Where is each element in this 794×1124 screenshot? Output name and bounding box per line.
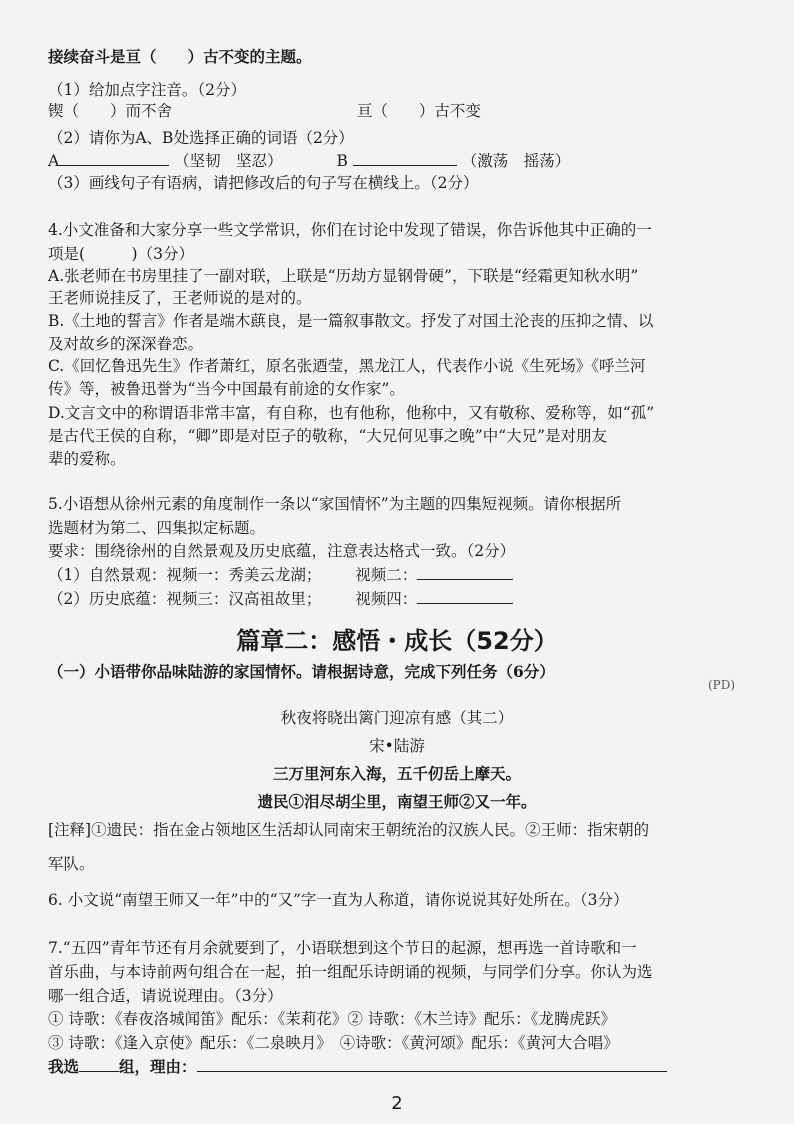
q7-answer-line (48, 1054, 758, 1079)
q3-2-b-options: （激荡 摇荡） (461, 152, 571, 170)
q4-option-d-2: 是古代王侯的自称，“卿”即是对臣子的敬称，“大兄何见事之晚”中“大兄”是对朋友 (48, 427, 608, 445)
q5-row-1-right: 视频二： (355, 566, 418, 584)
q4-option-a-1: A.张老师在书房里挂了一副对联，上联是“历劫方显钢骨硬”，下联是“经霜更知秋水明” (48, 267, 639, 285)
annotation-line-2: 军队。 (48, 855, 95, 873)
q5-video2-blank[interactable] (417, 562, 513, 580)
q6-stem: 6. 小文说“南望王师又一年”中的“又”字一直为人称道，请你说说其好处所在。（3分） (48, 891, 629, 909)
poem-title: 秋夜将晓出篱门迎凉有感（其二） (280, 709, 514, 727)
q3-2-options (48, 148, 758, 173)
q3-1-items (48, 99, 758, 123)
annotation-line-1: [注释]①遗民：指在金占领地区生活却认同南宋王朝统治的汉族人民。②王师：指宋朝的 (48, 821, 650, 839)
q3-2-b-letter: B (336, 152, 348, 170)
q5-row-2-right: 视频四： (355, 590, 418, 608)
q3-1-item-a: 锲（ ）而不舍 (48, 102, 173, 120)
poem-author: 宋•陆游 (369, 737, 425, 755)
q7-stem-1: 7.“五四”青年节还有月余就要到了，小语联想到这个节日的起源，想再选一首诗歌和一 (48, 939, 637, 957)
q5-row-1-left: （1）自然景观：视频一：秀美云龙湖； (48, 566, 322, 584)
q3-2-a-blank[interactable] (59, 148, 169, 166)
q3-2-label: （2）请你为A、B处选择正确的词语（2分） (48, 129, 354, 147)
q4-option-c-2: 传》等，被鲁迅誉为“当今中国最有前途的女作家”。 (48, 380, 405, 398)
q7-group-blank[interactable] (79, 1054, 119, 1072)
q4-option-c-1: C.《回忆鲁迅先生》作者萧红，原名张迺莹，黑龙江人，代表作小说《生死场》《呼兰河 (48, 357, 646, 375)
margin-mark: (PD) (708, 678, 736, 692)
q5-row-2-left: （2）历史底蕴：视频三：汉高祖故里； (48, 590, 322, 608)
continuation-line: 接续奋斗是亘（ ）古不变的主题。 (48, 47, 312, 66)
q5-requirement: 要求：围绕徐州的自然景观及历史底蕴，注意表达格式一致。（2分） (48, 542, 516, 560)
q4-option-a-2: 王老师说挂反了，王老师说的是对的。 (48, 289, 312, 307)
q5-stem-2: 选题材为第二、四集拟定标题。 (48, 519, 266, 537)
q4-option-d-3: 辈的爱称。 (48, 450, 126, 468)
q5-video4-blank[interactable] (417, 586, 513, 604)
q7-options-2: ③ 诗歌：《逢入京使》配乐：《二泉映月》 ④诗歌：《黄河颂》配乐：《黄河大合唱》 (48, 1034, 619, 1052)
q3-1-label: （1）给加点字注音。（2分） (48, 81, 246, 99)
q3-1-item-b: 亘（ ）古不变 (356, 102, 481, 120)
page-number: 2 (391, 1093, 403, 1114)
q5-row-1 (48, 562, 758, 587)
q7-stem-3: 哪一组合适，请说说理由。（3分） (48, 987, 283, 1005)
poem-line-1: 三万里河东入海，五千仞岳上摩天。 (272, 764, 521, 783)
q5-row-2 (48, 586, 758, 611)
q7-options-1: ① 诗歌：《春夜洛城闻笛》配乐：《茉莉花》② 诗歌：《木兰诗》配乐：《龙腾虎跃》 (48, 1010, 616, 1028)
q4-option-b-2: 及对故乡的深深眷恋。 (48, 335, 204, 353)
q3-2-b-blank[interactable] (353, 148, 457, 166)
q4-stem-2: 项是( )（3分） (48, 245, 194, 263)
q4-stem-1: 4.小文准备和大家分享一些文学常识，你们在讨论中发现了错误，你告诉他其中正确的一 (48, 221, 652, 239)
q7-reason-label: 组，理由： (119, 1057, 197, 1076)
q5-stem-1: 5.小语想从徐州元素的角度制作一条以“家国情怀”为主题的四集短视频。请你根据所 (48, 495, 622, 513)
poem-line-2: 遗民①泪尽胡尘里，南望王师②又一年。 (257, 792, 537, 811)
q4-option-b-1: B.《土地的誓言》作者是端木蕻良，是一篇叙事散文。抒发了对国土沦丧的压抑之情、以 (48, 312, 654, 330)
q3-2-a-options: （坚韧 坚忍） (174, 152, 283, 170)
q3-3-label: （3）画线句子有语病，请把修改后的句子写在横线上。（2分） (48, 174, 479, 192)
section-1-heading: （一）小语带你品味陆游的家国情怀。请根据诗意，完成下列任务（6分） (48, 662, 555, 681)
q7-reason-blank[interactable] (197, 1054, 667, 1072)
chapter-title: 篇章二：感悟・成长（52分） (236, 627, 558, 655)
q7-stem-2: 首乐曲，与本诗前两句组合在一起，拍一组配乐诗朗诵的视频，与同学们分享。你认为选 (48, 963, 653, 981)
q7-pick-label: 我选 (48, 1057, 80, 1076)
q4-option-d-1: D.文言文中的称谓语非常丰富，有自称，也有他称，他称中，又有敬称、爱称等，如“孤” (48, 404, 655, 422)
q3-2-a-letter: A (48, 152, 60, 170)
